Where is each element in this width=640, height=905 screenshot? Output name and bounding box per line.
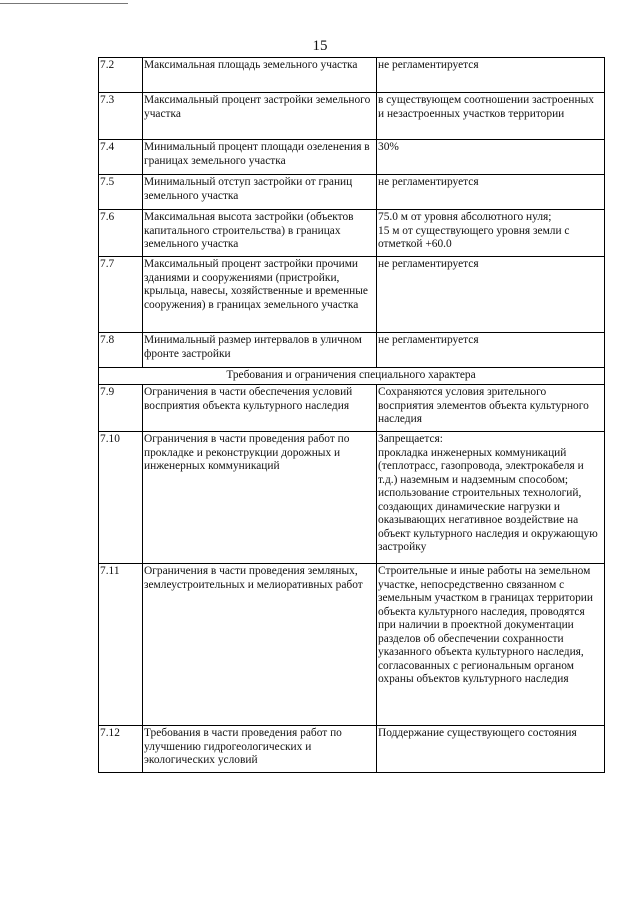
parameter-value: в существующем соотношении застроенных и незастроенных участков территории [377, 93, 605, 140]
parameter-name: Максимальный процент застройки прочими зданиями и сооружениями (пристройки, крыльца, навесы, хозяйственные и временные сооружения) в границах земельного участка [143, 257, 377, 333]
regulations-table [98, 57, 605, 773]
parameter-name: Максимальный процент застройки земельного участка [143, 93, 377, 140]
parameter-value: не регламентируется [377, 175, 605, 210]
table-row [99, 210, 605, 257]
parameter-value: 75.0 м от уровня абсолютного нуля; 15 м от существующего уровня земли с отметкой +60.0 [377, 210, 605, 257]
parameter-name: Минимальный размер интервалов в уличном фронте застройки [143, 333, 377, 368]
parameter-value: 30% [377, 140, 605, 175]
row-number: 7.3 [99, 93, 143, 140]
parameter-name: Максимальная высота застройки (объектов капитального строительства) в границах земельного участка [143, 210, 377, 257]
page-number: 15 [312, 38, 328, 54]
table-row [99, 140, 605, 175]
section-header-row [99, 368, 605, 385]
parameter-value: Сохраняются условия зрительного восприятия элементов объекта культурного наследия [377, 385, 605, 432]
table-row [99, 432, 605, 564]
row-number: 7.6 [99, 210, 143, 257]
row-number: 7.2 [99, 58, 143, 93]
table-row [99, 385, 605, 432]
parameter-name: Требования в части проведения работ по улучшению гидрогеологических и экологических условий [143, 726, 377, 773]
parameter-name: Ограничения в части проведения работ по прокладке и реконструкции дорожных и инженерных коммуникаций [143, 432, 377, 564]
parameter-name: Минимальный отступ застройки от границ земельного участка [143, 175, 377, 210]
table-row [99, 257, 605, 333]
table-row [99, 564, 605, 726]
parameter-value: Поддержание существующего состояния [377, 726, 605, 773]
table-row [99, 93, 605, 140]
table-row [99, 58, 605, 93]
row-number: 7.11 [99, 564, 143, 726]
parameter-value: не регламентируется [377, 333, 605, 368]
table-row [99, 726, 605, 773]
parameter-value: не регламентируется [377, 58, 605, 93]
parameter-name: Ограничения в части обеспечения условий восприятия объекта культурного наследия [143, 385, 377, 432]
section-title: Требования и ограничения специального характера [99, 368, 605, 385]
row-number: 7.4 [99, 140, 143, 175]
row-number: 7.5 [99, 175, 143, 210]
row-number: 7.7 [99, 257, 143, 333]
parameter-name: Ограничения в части проведения земляных, землеустроительных и мелиоративных работ [143, 564, 377, 726]
table-row [99, 175, 605, 210]
row-number: 7.9 [99, 385, 143, 432]
row-number: 7.8 [99, 333, 143, 368]
parameter-value: Строительные и иные работы на земельном участке, непосредственно связанном с земельным участком в границах территории объекта культурного наследия, проводятся при наличии в проектной документации разделов об обеспечении сохранности указанного объекта культурного наследия, согласованных с региональным органом охраны объектов культурного наследия [377, 564, 605, 726]
row-number: 7.12 [99, 726, 143, 773]
header-rule [0, 3, 128, 4]
parameter-value: не регламентируется [377, 257, 605, 333]
parameter-name: Максимальная площадь земельного участка [143, 58, 377, 93]
parameter-value: Запрещается: прокладка инженерных коммуникаций (теплотрасс, газопровода, электрокабеля и т.д.) наземным и надземным способом; использование строительных технологий, создающих динамические нагрузки и оказывающих негативное воздействие на объект культурного наследия и окружающую застройку [377, 432, 605, 564]
parameter-name: Минимальный процент площади озеленения в границах земельного участка [143, 140, 377, 175]
table-row [99, 333, 605, 368]
row-number: 7.10 [99, 432, 143, 564]
